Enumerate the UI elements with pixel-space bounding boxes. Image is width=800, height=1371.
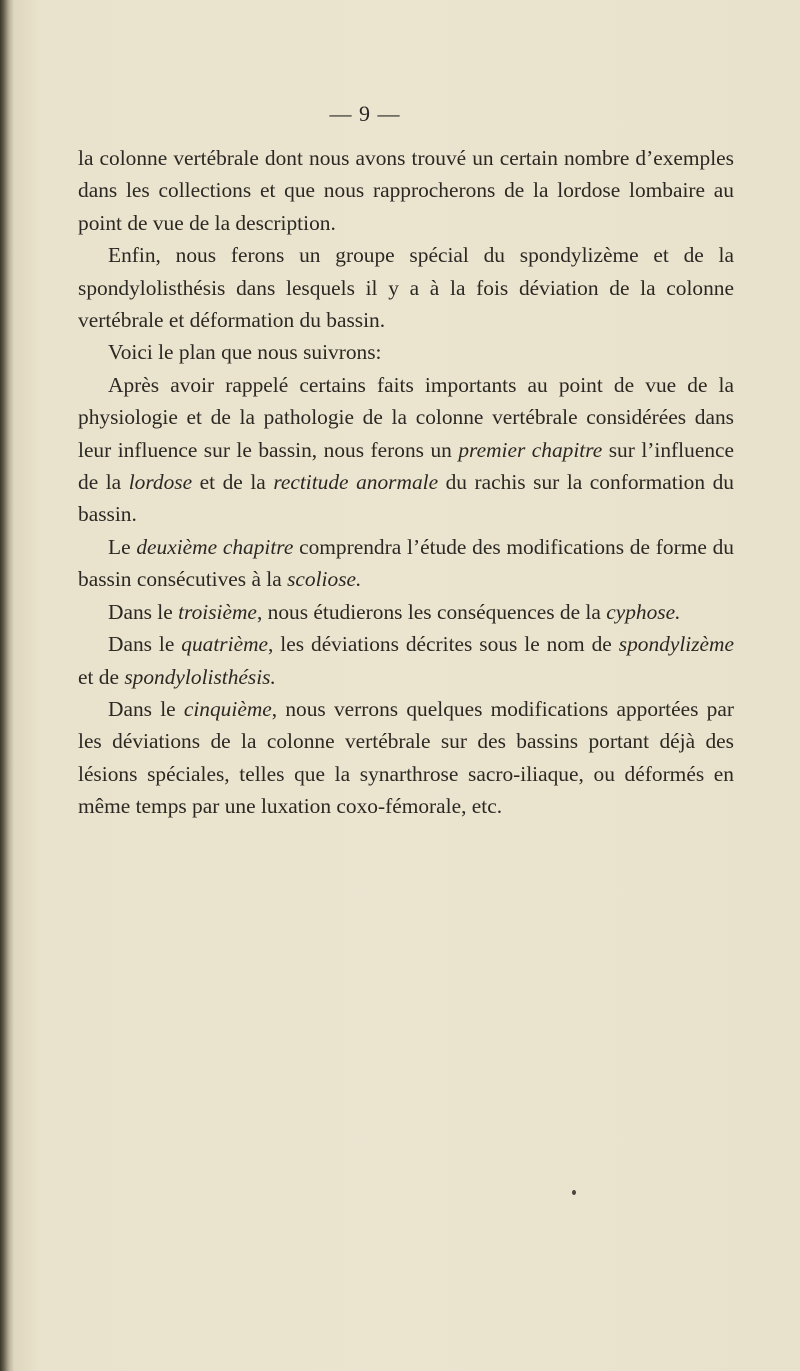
text-run: Enfin, nous ferons un groupe spécial du spondylizème et de la spondylolisthésis dans lesquels il y a à la fois déviation de la colonne vertébrale et déformation du bassin. — [78, 243, 734, 333]
body-text — [78, 142, 734, 823]
text-run: Voici le plan que nous suivrons: — [108, 340, 382, 365]
paragraph — [78, 336, 734, 368]
paragraph — [78, 239, 734, 336]
text-run: comprendra l’étude des modifications de forme du bassin consécutives à la — [78, 534, 734, 592]
italic-text-run: deuxième chapitre — [136, 534, 294, 559]
text-run: et de — [78, 664, 125, 689]
italic-text-run: quatrième — [181, 632, 269, 657]
page-number: — 9 — — [329, 101, 401, 126]
ink-speck — [572, 1190, 576, 1195]
paragraph — [78, 531, 734, 596]
text-run: et de la — [192, 470, 274, 495]
italic-text-run: troisième — [178, 599, 257, 624]
text-run: Le — [108, 534, 137, 559]
text-run: Dans le — [108, 599, 179, 624]
binding-edge — [0, 0, 14, 1371]
italic-text-run: lordose — [128, 470, 193, 495]
text-run: du rachis sur la conformation du bassin. — [78, 470, 734, 527]
text-run: Dans le — [108, 632, 182, 657]
text-run: , nous étudierons les conséquences de la — [256, 599, 607, 624]
paragraph — [78, 628, 734, 693]
text-run: Dans le — [108, 696, 184, 721]
italic-text-run: scoliose. — [287, 567, 362, 592]
text-run: , les déviations décrites sous le nom de — [268, 632, 619, 657]
italic-text-run: spondylizème — [618, 632, 734, 657]
paragraph — [78, 596, 734, 628]
text-run: , nous verrons quelques modifications apportées par les déviations de la colonne vertébrale sur des bassins portant déjà des lésions spéciales, telles que la synarthrose sacro-iliaque, ou déformés en même temps par une luxation coxo-fémorale, etc. — [78, 696, 734, 819]
text-run: sur l’influence de la — [78, 437, 734, 495]
italic-text-run: premier chapitre — [458, 437, 603, 462]
paragraph — [78, 142, 734, 239]
italic-text-run: spondylolisthésis. — [124, 664, 276, 689]
text-run: Après avoir rappelé certains faits importants au point de vue de la physiologie et de la pathologie de la colonne vertébrale considérées dans leur influence sur le bassin, nous ferons un — [78, 372, 734, 462]
italic-text-run: cinquième — [183, 696, 272, 721]
italic-text-run: cyphose. — [606, 599, 681, 624]
paragraph — [78, 693, 734, 823]
paragraph — [78, 369, 734, 531]
italic-text-run: rectitude anormale — [273, 470, 439, 495]
text-run: la colonne vertébrale dont nous avons trouvé un certain nombre d’exemples dans les collections et que nous rapprocherons de la lordose lombaire au point de vue de la description. — [78, 146, 734, 235]
